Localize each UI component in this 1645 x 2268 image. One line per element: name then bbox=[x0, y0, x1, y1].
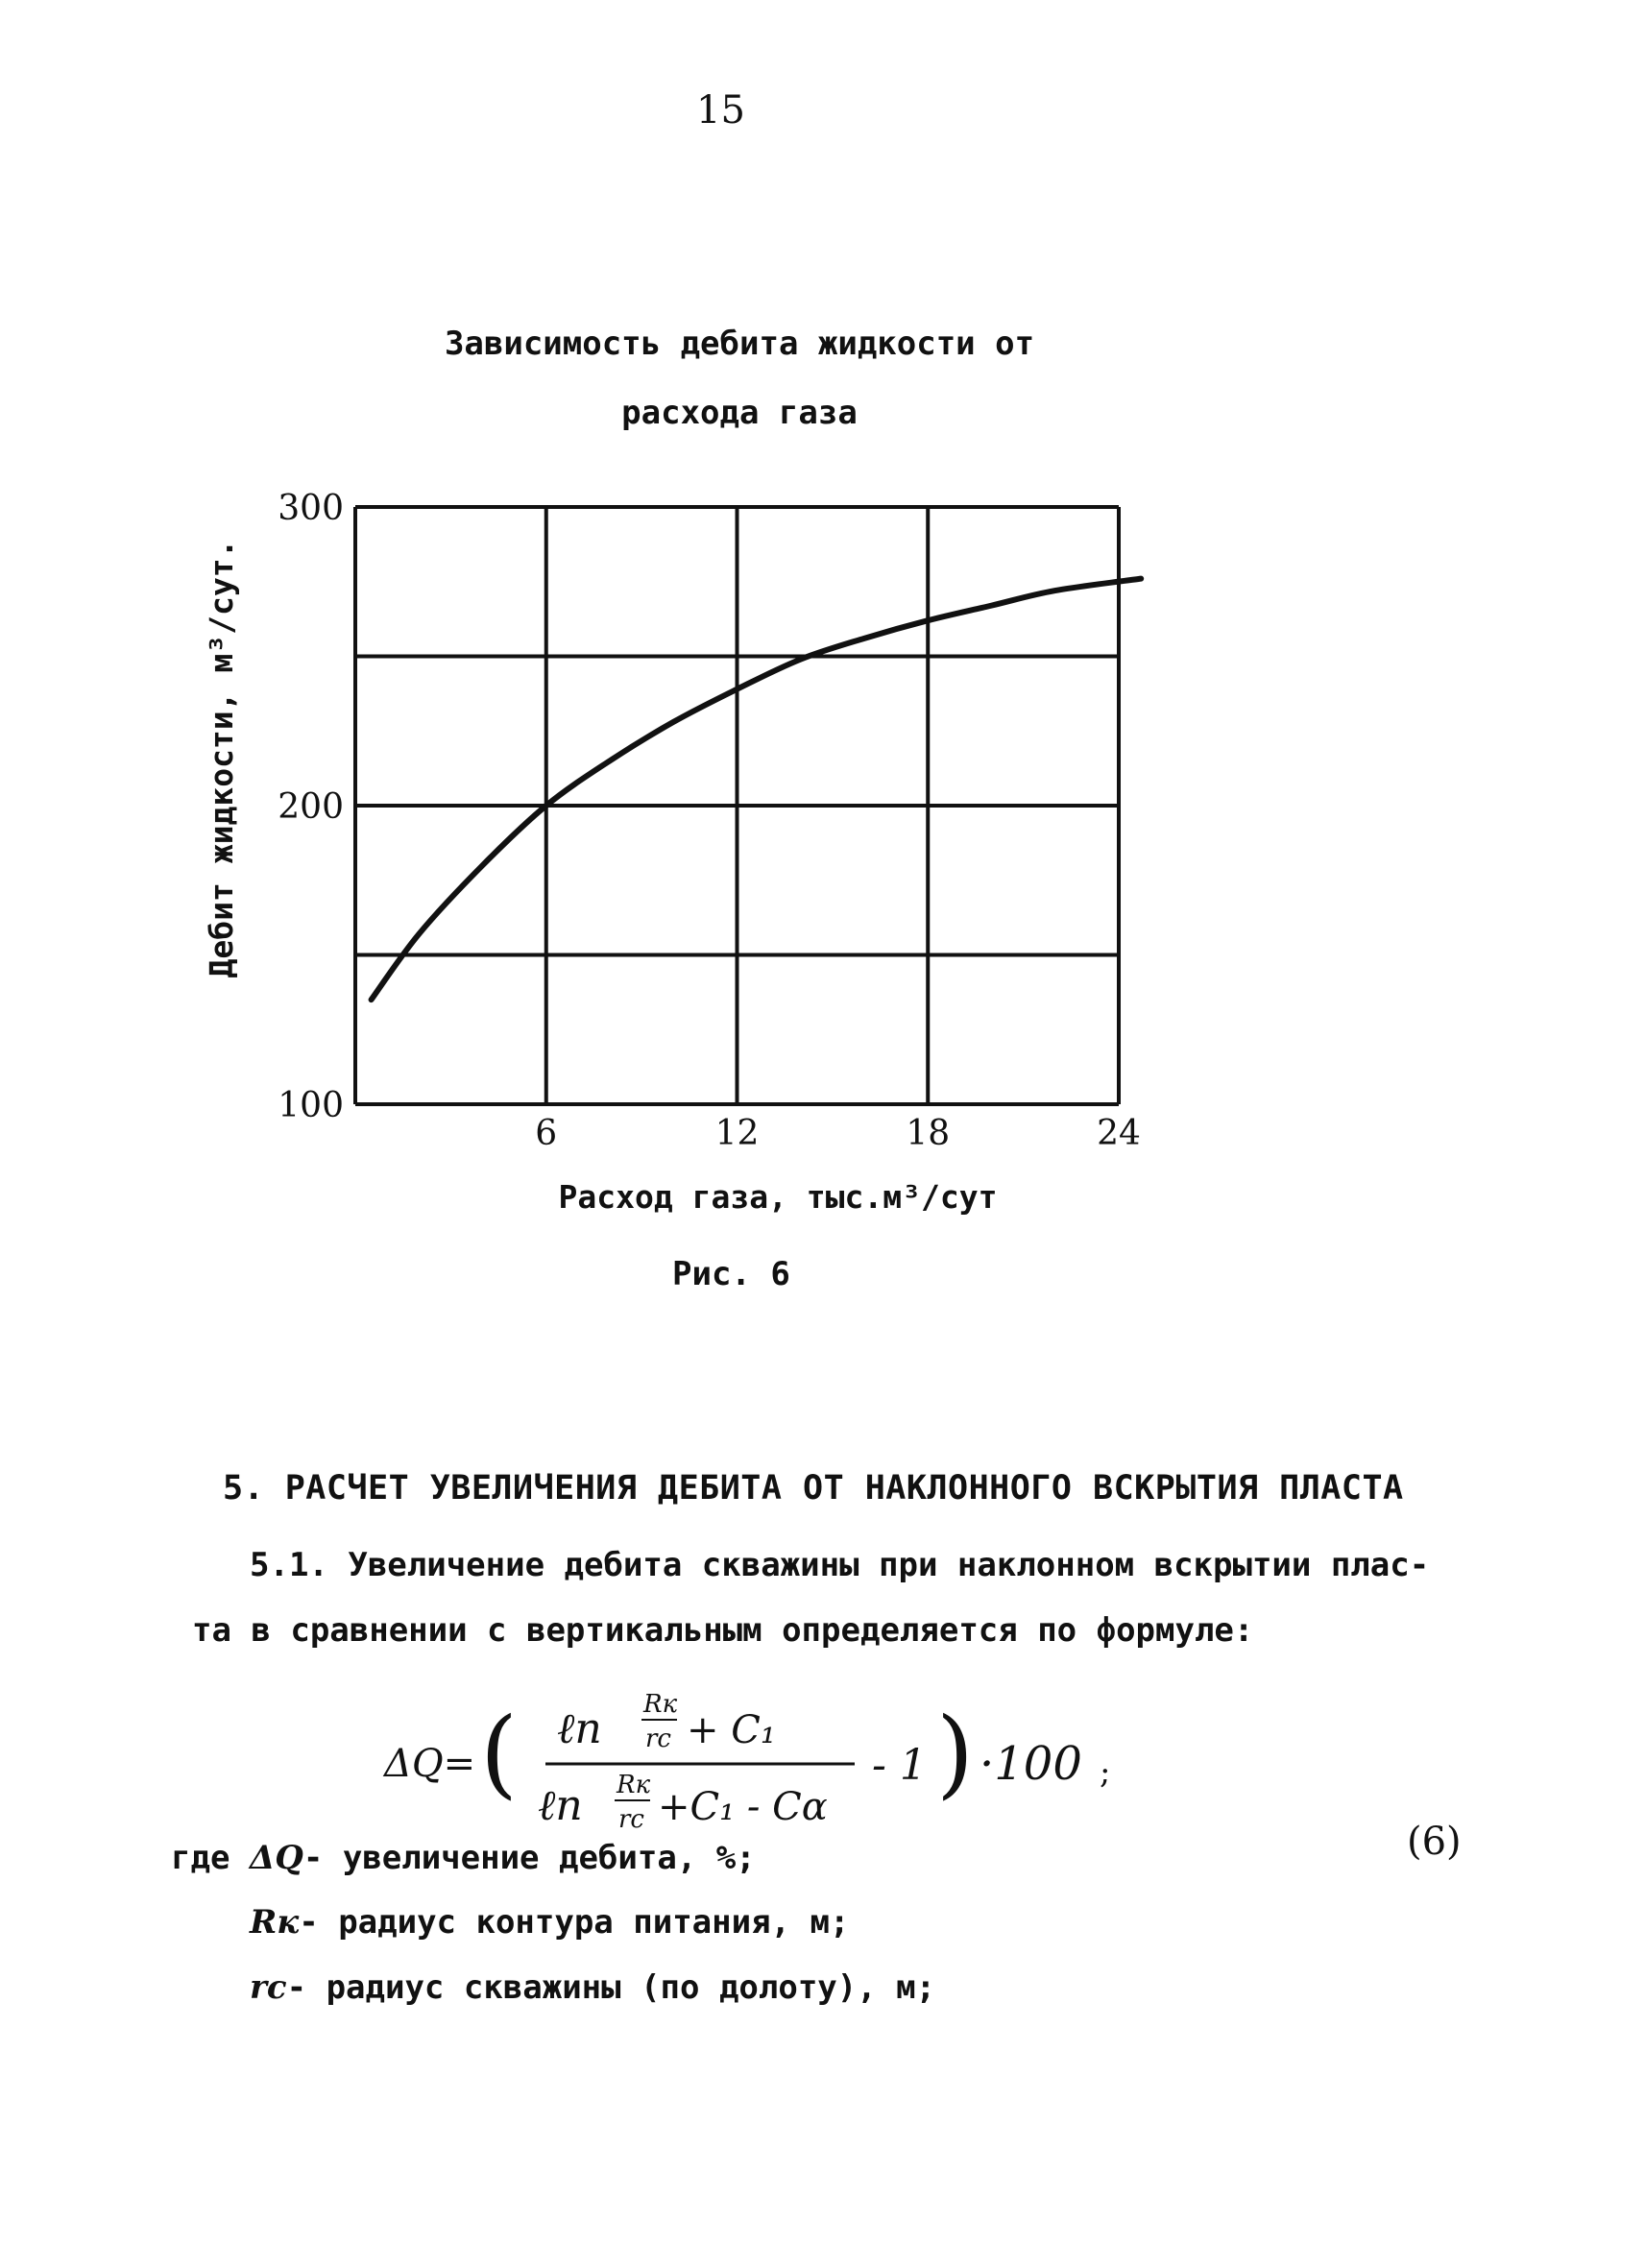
formula-number: (6) bbox=[1407, 1820, 1462, 1864]
definition-symbol: ΔQ bbox=[249, 1839, 303, 1877]
chart-x-tick-label: 24 bbox=[1097, 1114, 1141, 1153]
svg-text:·100: ·100 bbox=[980, 1737, 1082, 1791]
figure-caption: Рис. 6 bbox=[672, 1255, 790, 1293]
svg-text:ℓn: ℓn bbox=[538, 1781, 583, 1830]
paragraph-line-2: та в сравнении с вертикальным определяется по формуле: bbox=[192, 1611, 1254, 1650]
definition-text: - радиус скважины (по долоту), м; bbox=[286, 1968, 936, 2007]
svg-text:): ) bbox=[936, 1697, 975, 1809]
chart-y-tick-label: 300 bbox=[278, 489, 344, 528]
svg-text:rс: rс bbox=[645, 1725, 671, 1753]
chart-y-axis-label: Дебит жидкости, м³/сут. bbox=[203, 539, 240, 978]
chart-series-line bbox=[372, 579, 1142, 1001]
definition-r-k bbox=[250, 1903, 849, 1942]
chart-grid bbox=[355, 507, 1119, 1104]
definition-r-c bbox=[250, 1968, 935, 2007]
svg-text:(: ( bbox=[480, 1697, 519, 1809]
chart-x-tick-label: 18 bbox=[906, 1114, 951, 1153]
definition-text: - радиус контура питания, м; bbox=[299, 1903, 850, 1942]
svg-text:+C₁ - Cα: +C₁ - Cα bbox=[658, 1785, 828, 1829]
chart-tick-labels bbox=[278, 489, 1141, 1153]
definition-symbol: rс bbox=[250, 1968, 287, 2007]
svg-text:rс: rс bbox=[618, 1805, 644, 1834]
page-number: 15 bbox=[696, 88, 745, 133]
chart-title-line-2: расхода газа bbox=[621, 394, 858, 432]
chart-y-tick-label: 200 bbox=[278, 787, 344, 827]
chart-x-tick-label: 12 bbox=[714, 1114, 760, 1153]
definition-prefix: где bbox=[171, 1839, 250, 1877]
svg-text:ℓn: ℓn bbox=[557, 1704, 602, 1753]
chart-x-axis-label: Расход газа, тыс.м³/сут bbox=[558, 1178, 998, 1216]
section-heading: 5. РАСЧЕТ УВЕЛИЧЕНИЯ ДЕБИТА ОТ НАКЛОННОГО ВСКРЫТИЯ ПЛАСТА bbox=[223, 1469, 1404, 1508]
svg-text:+ C₁: + C₁ bbox=[687, 1708, 776, 1752]
definition-text: - увеличение дебита, %; bbox=[302, 1839, 756, 1877]
svg-text:ΔQ=: ΔQ= bbox=[384, 1742, 476, 1786]
chart-y-tick-label: 100 bbox=[278, 1086, 344, 1125]
svg-text:;: ; bbox=[1100, 1753, 1111, 1792]
chart-x-tick-label: 6 bbox=[535, 1114, 558, 1153]
svg-text:Rк: Rк bbox=[643, 1690, 678, 1719]
chart-title-line-1: Зависимость дебита жидкости от bbox=[444, 325, 1035, 363]
svg-text:Rк: Rк bbox=[617, 1771, 651, 1799]
svg-text:- 1: - 1 bbox=[872, 1741, 927, 1790]
definition-symbol: Rк bbox=[250, 1903, 300, 1942]
paragraph-line-1: 5.1. Увеличение дебита скважины при наклонном вскрытии плас- bbox=[250, 1546, 1430, 1584]
definition-delta-q bbox=[171, 1839, 756, 1877]
formula-delta-q bbox=[365, 1676, 1191, 1848]
